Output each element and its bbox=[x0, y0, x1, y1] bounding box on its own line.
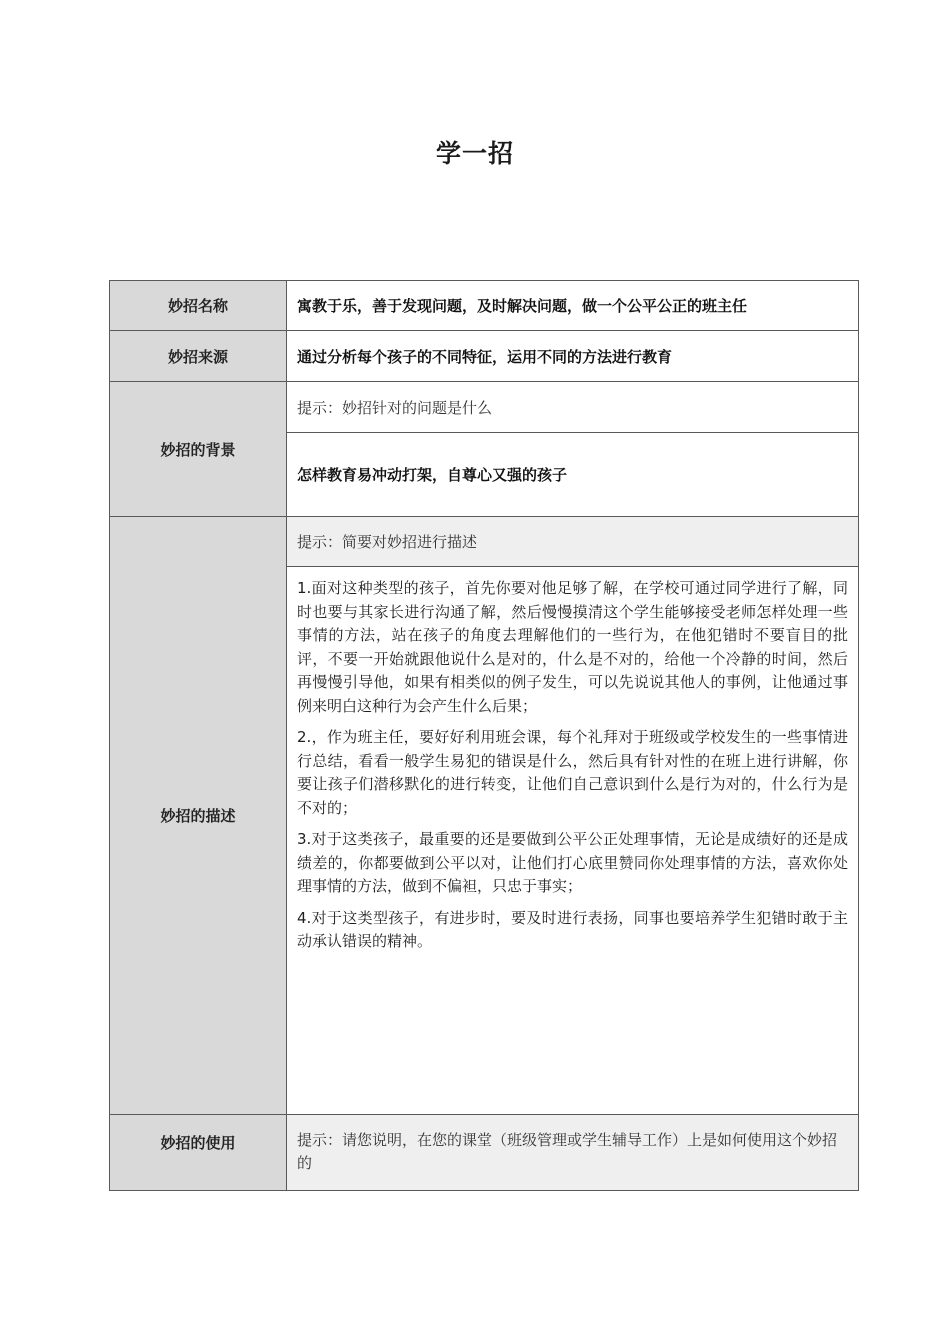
row-source bbox=[110, 331, 859, 382]
row-name bbox=[110, 281, 859, 331]
method-form-table bbox=[109, 280, 859, 1191]
page-title: 学一招 bbox=[435, 139, 514, 168]
value-method-source: 通过分析每个孩子的不同特征，运用不同的方法进行教育 bbox=[287, 331, 859, 382]
label-method-description: 妙招的描述 bbox=[110, 517, 287, 1115]
description-paragraph-2: 2.，作为班主任，要好好利用班会课，每个礼拜对于班级或学校发生的一些事情进行总结，看看一般学生易犯的错误是什么，然后具有针对性的在班上进行讲解，你要让孩子们潜移默化的进行转变，让他们自己意识到什么是行为对的，什么行为是不对的； bbox=[297, 728, 848, 817]
hint-method-background: 提示：妙招针对的问题是什么 bbox=[287, 382, 859, 433]
description-paragraph-1: 1.面对这种类型的孩子，首先你要对他足够了解，在学校可通过同学进行了解，同时也要与其家长进行沟通了解，然后慢慢摸清这个学生能够接受老师怎样处理一些事情的方法，站在孩子的角度去理解他们的一些行为，在他犯错时不要盲目的批评，不要一开始就跟他说什么是对的，什么是不对的，给他一个冷静的时间，然后再慢慢引导他，如果有相类似的例子发生，可以先说说其他人的事例，让他通过事例来明白这种行为会产生什么后果； bbox=[297, 579, 848, 715]
row-description-hint bbox=[110, 517, 859, 567]
label-method-background: 妙招的背景 bbox=[110, 382, 287, 517]
hint-method-usage: 提示：请您说明，在您的课堂（班级管理或学生辅导工作）上是如何使用这个妙招的 bbox=[287, 1115, 859, 1191]
description-paragraph-3: 3.对于这类孩子，最重要的还是要做到公平公正处理事情，无论是成绩好的还是成绩差的，你都要做到公平以对，让他们打心底里赞同你处理事情的方法，喜欢你处理事情的方法，做到不偏袒，只忠于事实； bbox=[297, 830, 848, 895]
label-method-name: 妙招名称 bbox=[110, 281, 287, 331]
row-usage bbox=[110, 1115, 859, 1191]
value-method-background: 怎样教育易冲动打架，自尊心又强的孩子 bbox=[287, 433, 859, 517]
method-description-body bbox=[287, 567, 859, 1115]
label-method-usage: 妙招的使用 bbox=[110, 1115, 287, 1191]
row-background-hint bbox=[110, 382, 859, 433]
description-paragraph-4: 4.对于这类型孩子，有进步时，要及时进行表扬，同事也要培养学生犯错时敢于主动承认错误的精神。 bbox=[297, 908, 848, 950]
hint-method-description: 提示：简要对妙招进行描述 bbox=[287, 517, 859, 567]
value-method-name: 寓教于乐，善于发现问题，及时解决问题，做一个公平公正的班主任 bbox=[287, 281, 859, 331]
label-method-source: 妙招来源 bbox=[110, 331, 287, 382]
